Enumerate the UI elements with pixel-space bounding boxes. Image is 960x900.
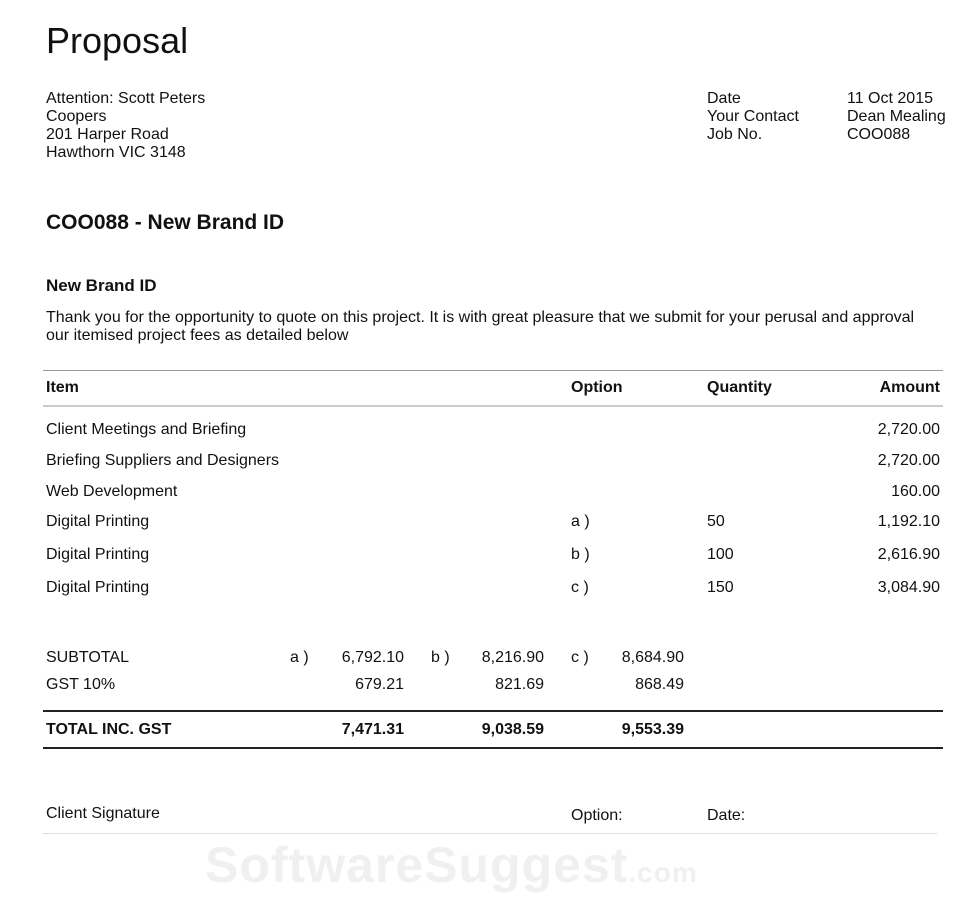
option-gst: 679.21 — [355, 676, 404, 693]
row-item: Briefing Suppliers and Designers — [46, 452, 280, 469]
job-value: COO088 — [847, 126, 911, 143]
client-signature-label: Client Signature — [46, 805, 160, 822]
option-label: a ) — [290, 649, 309, 666]
signature-option-label: Option: — [571, 807, 623, 824]
intro-text — [46, 309, 914, 345]
gst-label: GST 10% — [46, 676, 116, 693]
signature-line — [43, 833, 937, 834]
row-item: Digital Printing — [46, 579, 150, 596]
watermark-text: SoftwareSuggest — [205, 837, 629, 893]
header-item: Item — [46, 379, 79, 396]
intro-line: Thank you for the opportunity to quote on this project. It is with great pleasure that we submit for your perusal and approval — [46, 309, 915, 326]
option-label: c ) — [571, 649, 589, 666]
option-gst: 868.49 — [635, 676, 684, 693]
option-subtotal: 6,792.10 — [341, 649, 404, 666]
row-quantity: 150 — [707, 579, 734, 596]
row-amount: 2,616.90 — [877, 546, 940, 563]
signature-date-label: Date: — [707, 807, 746, 824]
row-amount: 1,192.10 — [877, 513, 940, 530]
row-item: Digital Printing — [46, 546, 150, 563]
row-amount: 2,720.00 — [877, 421, 940, 438]
subtotal-label: SUBTOTAL — [46, 649, 129, 666]
option-subtotal: 8,216.90 — [481, 649, 544, 666]
option-gst: 821.69 — [495, 676, 544, 693]
option-total: 7,471.31 — [341, 721, 404, 738]
row-item: Client Meetings and Briefing — [46, 421, 247, 438]
header-quantity: Quantity — [707, 379, 772, 396]
total-label: TOTAL INC. GST — [46, 721, 172, 738]
company: Coopers — [46, 108, 107, 125]
intro-line: our itemised project fees as detailed below — [46, 327, 349, 344]
row-amount: 2,720.00 — [877, 452, 940, 469]
meta-values — [847, 90, 946, 144]
row-amount: 3,084.90 — [877, 579, 940, 596]
row-option: b ) — [571, 546, 590, 563]
city: Hawthorn VIC 3148 — [46, 144, 186, 161]
row-amount: 160.00 — [891, 483, 940, 500]
proposal-heading: COO088 - New Brand ID — [46, 211, 285, 234]
watermark-suffix: .com — [628, 857, 698, 888]
option-total: 9,553.39 — [621, 721, 684, 738]
watermark — [205, 838, 698, 900]
date-value: 11 Oct 2015 — [847, 90, 933, 107]
header-option: Option — [571, 379, 623, 396]
total-bottom-rule — [43, 747, 943, 749]
recipient-address — [46, 90, 205, 162]
attention: Attention: Scott Peters — [46, 90, 206, 107]
job-label: Job No. — [707, 126, 763, 143]
street: 201 Harper Road — [46, 126, 169, 143]
row-quantity: 100 — [707, 546, 734, 563]
section-heading: New Brand ID — [46, 276, 157, 295]
total-top-rule — [43, 710, 943, 712]
page-title: Proposal — [46, 20, 189, 61]
header-amount: Amount — [879, 379, 940, 396]
header-divider — [43, 405, 943, 407]
option-subtotal: 8,684.90 — [621, 649, 684, 666]
row-option: c ) — [571, 579, 589, 596]
option-total: 9,038.59 — [481, 721, 544, 738]
date-label: Date — [707, 90, 741, 107]
contact-label: Your Contact — [707, 108, 799, 125]
row-item: Digital Printing — [46, 513, 150, 530]
option-label: b ) — [431, 649, 450, 666]
row-item: Web Development — [46, 483, 178, 500]
meta-labels — [707, 90, 799, 144]
row-quantity: 50 — [707, 513, 725, 530]
table-top-divider — [43, 370, 943, 371]
contact-value: Dean Mealing — [847, 108, 946, 125]
row-option: a ) — [571, 513, 590, 530]
